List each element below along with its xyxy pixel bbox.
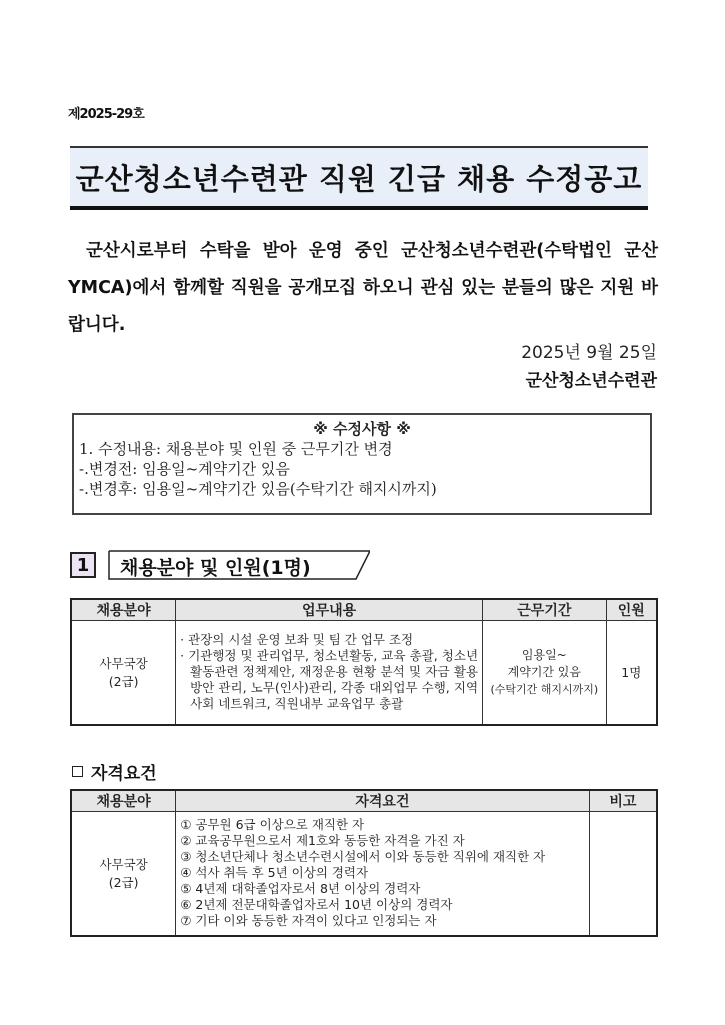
table-row — [71, 621, 657, 725]
requirement-item: ⑦ 기타 이와 동등한 자격이 있다고 인정되는 자 — [180, 913, 437, 929]
column-header: 비고 — [589, 790, 657, 812]
column-header: 인원 — [606, 599, 657, 621]
section-number-badge: 1 — [70, 552, 96, 578]
requirement-item: ③ 청소년단체나 청소년수련시설에서 이와 동등한 직위에 재직한 자 — [180, 849, 546, 865]
positions-table — [70, 598, 658, 726]
qualifications-heading — [72, 759, 157, 784]
column-header: 자격요건 — [176, 790, 590, 812]
field-cell — [71, 812, 176, 936]
period-line: 임용일~ — [521, 647, 567, 662]
requirement-item: ① 공무원 6급 이상으로 재직한 자 — [180, 817, 365, 833]
revision-line: -.변경전: 임용일~계약기간 있음 — [79, 460, 290, 478]
note-cell — [589, 812, 657, 936]
qualifications-table — [70, 789, 658, 937]
revision-notice-box — [72, 413, 652, 515]
section-title: 채용분야 및 인원(1명) — [120, 557, 311, 579]
field-name: 사무국장 — [99, 656, 148, 672]
requirement-item: ⑥ 2년제 전문대학졸업자로서 10년 이상의 경력자 — [180, 897, 453, 913]
duty-item: · 관장의 시설 운영 보좌 및 팀 간 업무 조정 — [180, 632, 414, 648]
intro-text: 군산시로부터 수탁을 받아 운영 중인 군산청소년수련관(수탁법인 군산YMCA)에서 함께할 직원을 공개모집 하오니 관심 있는 분들의 많은 지원 바랍니다. — [68, 241, 658, 335]
requirement-item: ⑤ 4년제 대학졸업자로서 8년 이상의 경력자 — [180, 881, 421, 897]
table-row — [71, 812, 657, 936]
headcount-cell: 1명 — [606, 621, 657, 725]
period-line: (수탁기간 해지시까지) — [490, 682, 599, 696]
field-cell — [71, 621, 176, 725]
square-bullet-icon — [72, 766, 83, 777]
revision-line: -.변경후: 임용일~계약기간 있음(수탁기간 해지시까지) — [79, 480, 437, 498]
field-name: 사무국장 — [99, 857, 148, 873]
document-number: 제2025-29호 — [68, 107, 144, 122]
qualifications-title: 자격요건 — [91, 764, 157, 784]
column-header: 채용분야 — [71, 599, 176, 621]
revision-heading: ※ 수정사항 ※ — [313, 420, 411, 438]
intro-paragraph — [68, 233, 658, 344]
revision-line: 1. 수정내용: 채용분야 및 인원 중 근무기간 변경 — [79, 440, 393, 458]
requirements-cell — [176, 812, 590, 936]
period-cell — [483, 621, 607, 725]
duty-item: · 기관행정 및 관리업무, 청소년활동, 교육 총괄, 청소년활동관련 정책제안, 재정운용 현황 분석 및 자금 활용방안 관리, 노무(인사)관리, 각종 대외업무 수행, 지역사회 네트워크, 직원내부 교육업무 총괄 — [180, 648, 479, 712]
column-header: 근무기간 — [483, 599, 607, 621]
title-banner — [70, 146, 648, 210]
table-header-row — [71, 599, 657, 621]
column-header: 업무내용 — [176, 599, 483, 621]
field-grade: (2급) — [108, 674, 139, 690]
column-header: 채용분야 — [71, 790, 176, 812]
section-title-box — [108, 550, 370, 580]
issuer-name: 군산청소년수련관 — [525, 371, 657, 391]
announcement-date: 2025년 9월 25일 — [521, 343, 657, 363]
requirement-item: ② 교육공무원으로서 제1호와 동등한 자격을 가진 자 — [180, 833, 465, 849]
page-title: 군산청소년수련관 직원 긴급 채용 수정공고 — [75, 161, 643, 196]
period-line: 계약기간 있음 — [507, 664, 581, 679]
field-grade: (2급) — [108, 875, 139, 891]
table-header-row — [71, 790, 657, 812]
duties-cell — [176, 621, 483, 725]
requirement-item: ④ 석사 취득 후 5년 이상의 경력자 — [180, 865, 369, 881]
